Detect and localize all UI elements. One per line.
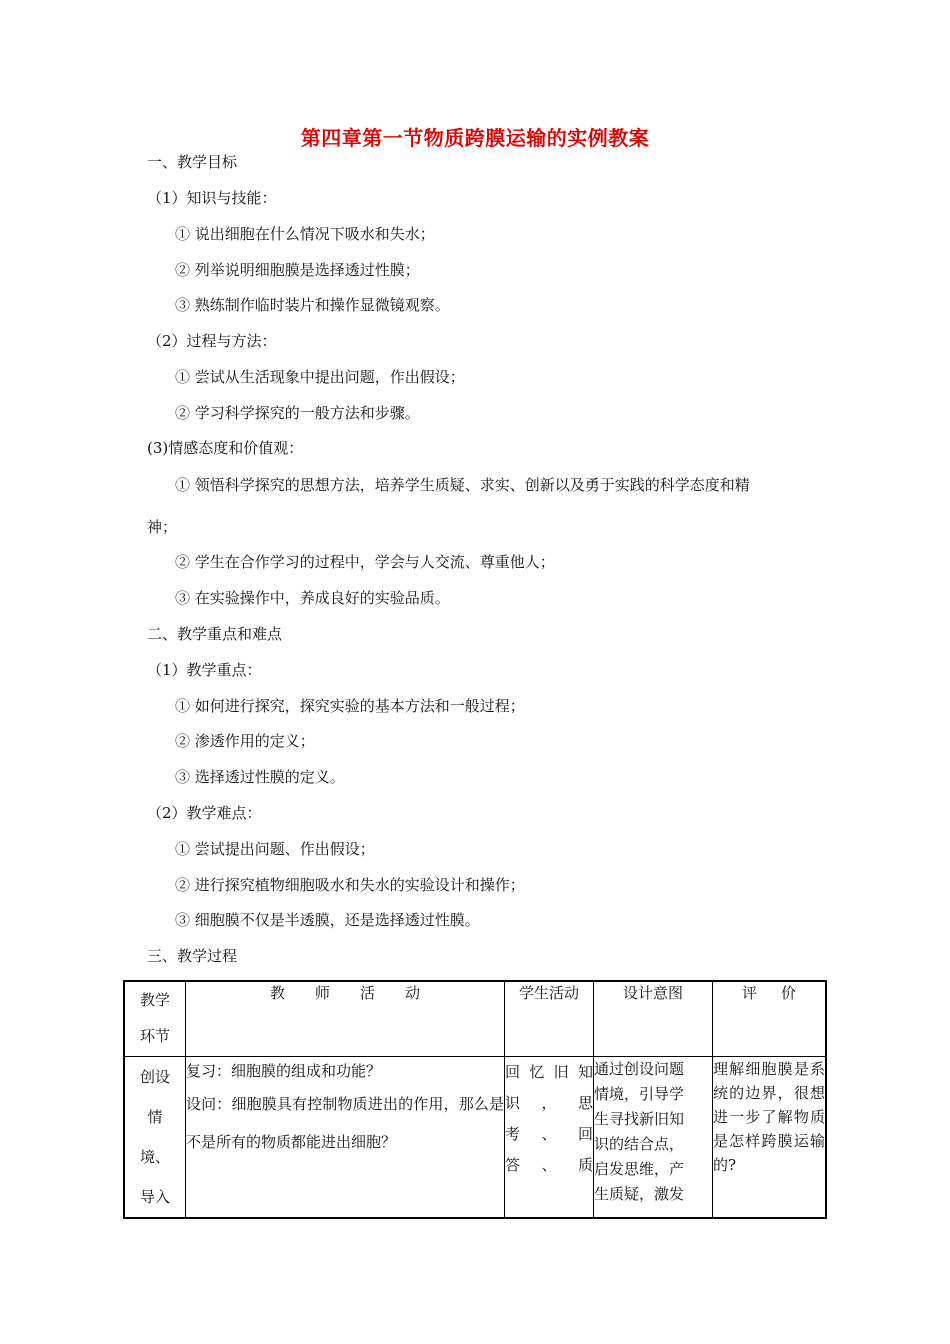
document-title: 第四章第一节物质跨膜运输的实例教案 — [300, 126, 650, 150]
list-item: ② 学习科学探究的一般方法和步骤。 — [175, 404, 420, 422]
table-header-row — [124, 981, 826, 1057]
list-item: ① 领悟科学探究的思想方法，培养学生质疑、求实、创新以及勇于实践的科学态度和精 — [175, 476, 750, 494]
list-item: ② 渗透作用的定义； — [175, 732, 315, 750]
section-heading-objectives: 一、教学目标 — [147, 153, 238, 171]
list-item: ① 尝试提出问题、作出假设； — [175, 840, 375, 858]
stage-cell: 创设 情 境、 导入 — [124, 1057, 186, 1219]
teaching-process-table — [123, 980, 827, 1219]
list-item: ③ 细胞膜不仅是半透膜，还是选择透过性膜。 — [175, 911, 480, 929]
subheading-process-method: （2）过程与方法： — [147, 332, 277, 350]
header-stage-line: 环节 — [139, 1027, 170, 1045]
list-item: ③ 在实验操作中，养成良好的实验品质。 — [175, 589, 450, 607]
subheading-attitude-values: (3)情感态度和价值观： — [147, 439, 304, 457]
table-row — [124, 1057, 826, 1219]
header-design-intent: 设计意图 — [594, 981, 713, 1057]
list-item: ① 如何进行探究，探究实验的基本方法和一般过程； — [175, 697, 525, 715]
list-item: ② 学生在合作学习的过程中，学会与人交流、尊重他人； — [175, 553, 555, 571]
list-item: ③ 熟练制作临时装片和操作显微镜观察。 — [175, 296, 450, 314]
design-intent-cell: 通过创设问题 情境，引导学 生寻找新旧知 识的结合点， 启发思维，产 生质疑，激发 — [594, 1057, 713, 1219]
evaluation-cell: 理解细胞膜是系统的边界，很想进一步了解物质是怎样跨膜运输的? — [713, 1057, 827, 1219]
list-item: ① 说出细胞在什么情况下吸水和失水； — [175, 225, 435, 243]
subheading-key-points: （1）教学重点： — [147, 661, 262, 679]
header-evaluation: 评价 — [713, 981, 827, 1057]
section-heading-key-points: 二、教学重点和难点 — [147, 625, 283, 643]
subheading-difficulties: （2）教学难点： — [147, 804, 262, 822]
section-heading-process: 三、教学过程 — [147, 947, 238, 965]
header-teacher-activity: 教师活动 — [186, 981, 505, 1057]
header-stage — [124, 981, 186, 1057]
list-item: ② 进行探究植物细胞吸水和失水的实验设计和操作； — [175, 876, 525, 894]
teacher-activity-cell: 复习：细胞膜的组成和功能？ 设问：细胞膜具有控制物质进出的作用，那么是不是所有的物质都能进出细胞？ — [186, 1057, 505, 1219]
list-item: ③ 选择透过性膜的定义。 — [175, 768, 345, 786]
list-item: ① 尝试从生活现象中提出问题，作出假设； — [175, 368, 465, 386]
list-item: ② 列举说明细胞膜是选择透过性膜； — [175, 261, 420, 279]
subheading-knowledge-skills: （1）知识与技能： — [147, 189, 277, 207]
header-student-activity: 学生活动 — [505, 981, 594, 1057]
student-activity-cell: 回忆旧知 识，思 考、回 答、质 — [505, 1057, 594, 1219]
header-stage-line: 教学 — [139, 991, 170, 1009]
list-item-continuation: 神； — [147, 518, 178, 536]
